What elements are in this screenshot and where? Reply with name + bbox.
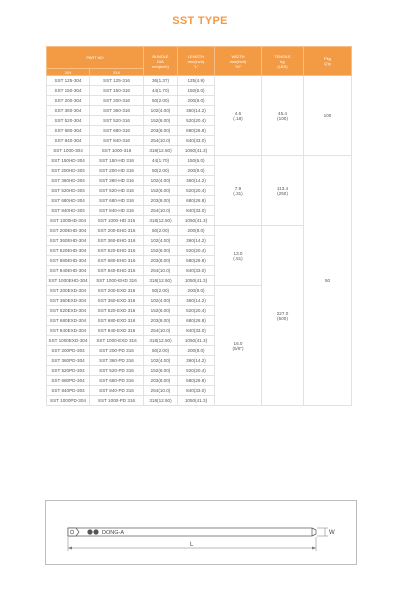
pkg-header [304, 47, 352, 76]
bundle-dia: 50(2.00) [144, 226, 178, 236]
part-no-316: SST 200-EXD 316 [90, 286, 144, 296]
bundle-dia: 44(1.70) [144, 86, 178, 96]
tensile-value [262, 226, 304, 406]
part-no-316: SST 150-HD 316 [90, 156, 144, 166]
bundle-dia: 318(12.50) [144, 146, 178, 156]
part-no-304: SST 360EHD-304 [47, 236, 90, 246]
part-no-316: SST 150-316 [90, 86, 144, 96]
part-no-316: SST 680-PD 316 [90, 376, 144, 386]
tensile-value-line: 113.4 [276, 185, 289, 191]
bundle-dia: 318(12.50) [144, 276, 178, 286]
tensile-value-line: (100) [277, 115, 288, 121]
part-no-304: SST 125-304 [47, 76, 90, 86]
part-no-304: SST 680-304 [47, 126, 90, 136]
part-no-304: SST 840PD-304 [47, 386, 90, 396]
pkg-qty-line: 50 [324, 278, 331, 283]
length-value: 125(4.9) [178, 76, 215, 86]
bundle-dia: 44(1.70) [144, 156, 178, 166]
pkg-header-line: Pkg [324, 56, 331, 61]
bundle-dia: 318(12.50) [144, 216, 178, 226]
width-value-line: 7.9 [234, 185, 242, 191]
part-no-304: SST 840EXD-304 [47, 326, 90, 336]
width-value-line: 16.0 [233, 340, 243, 346]
part-no-316: SST 200-EHD 316 [90, 226, 144, 236]
length-value: 360(14.2) [178, 106, 215, 116]
bundle-dia: 203(8.00) [144, 196, 178, 206]
length-value: 1050(41.3) [178, 146, 215, 156]
part-no-316: SST 520-HD 316 [90, 186, 144, 196]
length-value: 360(14.2) [178, 236, 215, 246]
cable-tie-diagram [46, 501, 356, 564]
length-value: 680(26.8) [178, 256, 215, 266]
part-no-316: SST 840-EXD 316 [90, 326, 144, 336]
length-value: 1050(41.3) [178, 396, 215, 406]
length-header-line: LENGTH [187, 53, 205, 59]
bundle-header-line: DIA [157, 58, 164, 64]
bundle-dia: 102(4.00) [144, 356, 178, 366]
part-no-304: SST 360HD-304 [47, 176, 90, 186]
part-no-316: SST 840-PD 316 [90, 386, 144, 396]
part-no-304: SST 360PD-304 [47, 356, 90, 366]
bundle-dia: 102(4.00) [144, 236, 178, 246]
length-value: 840(33.0) [178, 136, 215, 146]
width-value [215, 226, 262, 286]
dong-a-logo-icon [93, 529, 98, 534]
length-header-line: "L" [193, 63, 199, 69]
part-no-316: SST 360-PD 316 [90, 356, 144, 366]
bundle-dia: 254(10.0) [144, 326, 178, 336]
part-no-316: SST 1000-PD 316 [90, 396, 144, 406]
length-value: 840(33.0) [178, 206, 215, 216]
part-no-304: SST 520EXD-304 [47, 306, 90, 316]
width-value [215, 156, 262, 226]
part-no-316: SST 200-316 [90, 96, 144, 106]
part-no-316: SST 680-EHD 316 [90, 256, 144, 266]
bundle-dia: 203(8.00) [144, 376, 178, 386]
width-header-line: WIDTH [231, 53, 245, 59]
tensile-header [262, 47, 304, 76]
length-label: L [190, 542, 194, 548]
length-value: 680(26.8) [178, 126, 215, 136]
bundle-dia: 318(12.50) [144, 336, 178, 346]
width-value-line: (.51) [233, 255, 243, 261]
length-value: 200(8.0) [178, 286, 215, 296]
part-no-304: SST 520-304 [47, 116, 90, 126]
length-value: 680(26.8) [178, 316, 215, 326]
width-value [215, 76, 262, 156]
length-value: 840(33.0) [178, 386, 215, 396]
part-no-304: SST 200EHD-304 [47, 226, 90, 236]
tensile-value-line: (250) [277, 190, 288, 196]
width-value-line: 13.0 [233, 250, 243, 256]
width-header-line: mm(inch) [229, 58, 247, 64]
tensile-header-line: (LBS) [277, 63, 288, 69]
length-header-line: mm(inch) [187, 58, 205, 64]
spec-table-body [47, 76, 352, 406]
bundle-dia: 254(10.0) [144, 386, 178, 396]
width-value-line: (.31) [233, 190, 243, 196]
width-header [215, 47, 262, 76]
part-no-316: SST 840-HD 316 [90, 206, 144, 216]
bundle-dia: 152(6.00) [144, 116, 178, 126]
dong-a-logo-icon [87, 529, 92, 534]
length-value: 1050(41.3) [178, 216, 215, 226]
spec-table [46, 46, 352, 406]
part-no-316: SST 125-316 [90, 76, 144, 86]
bundle-dia: 152(6.00) [144, 246, 178, 256]
length-header [178, 47, 215, 76]
length-value: 200(8.0) [178, 166, 215, 176]
part-no-304: SST 680HD-304 [47, 196, 90, 206]
col-304-header: 304 [47, 69, 90, 76]
part-no-304: SST 360EXD-304 [47, 296, 90, 306]
tensile-header-line: TENSILE [274, 53, 291, 59]
bundle-dia: 50(2.00) [144, 166, 178, 176]
part-no-316: SST 360-EXD 316 [90, 296, 144, 306]
bundle-header-line: BUNDLE [152, 53, 169, 59]
length-value: 520(20.4) [178, 186, 215, 196]
part-no-316: SST 1000-316 [90, 146, 144, 156]
width-header-line: "W" [234, 63, 242, 69]
length-value: 200(8.0) [178, 346, 215, 356]
length-value: 150(6.0) [178, 86, 215, 96]
tensile-value [262, 156, 304, 226]
length-value: 520(20.4) [178, 246, 215, 256]
length-value: 360(14.2) [178, 176, 215, 186]
bundle-dia: 50(2.00) [144, 286, 178, 296]
bundle-dia: 152(6.00) [144, 186, 178, 196]
bundle-dia: 102(4.00) [144, 106, 178, 116]
part-no-304: SST 840HD-304 [47, 206, 90, 216]
part-no-316: SST 200-PD 316 [90, 346, 144, 356]
tensile-header-line: kg [280, 58, 285, 64]
part-no-304: SST 680PD-304 [47, 376, 90, 386]
bundle-dia: 254(10.0) [144, 206, 178, 216]
part-no-316: SST 520-316 [90, 116, 144, 126]
part-no-316: SST 840-EHD 316 [90, 266, 144, 276]
bundle-dia: 254(10.0) [144, 266, 178, 276]
bundle-header [144, 47, 178, 76]
bundle-dia: 50(2.00) [144, 346, 178, 356]
bundle-dia: 203(8.00) [144, 256, 178, 266]
tensile-value-line: 45.4 [278, 110, 287, 116]
table-row [47, 156, 352, 166]
part-no-304: SST 520HD-304 [47, 186, 90, 196]
part-no-316: SST 360-HD 316 [90, 176, 144, 186]
part-no-316: SST 1000-EXD 316 [90, 336, 144, 346]
part-no-304: SST 1000EHD-304 [47, 276, 90, 286]
part-no-304: SST 1000-304 [47, 146, 90, 156]
length-value: 1050(41.3) [178, 336, 215, 346]
bundle-dia: 102(4.00) [144, 176, 178, 186]
bundle-dia: 318(12.50) [144, 396, 178, 406]
length-value: 520(20.4) [178, 116, 215, 126]
bundle-dia: 152(6.00) [144, 306, 178, 316]
part-no-304: SST 1000HD-304 [47, 216, 90, 226]
table-row [47, 76, 352, 86]
tensile-value-line: 227.0 [276, 310, 289, 316]
bundle-dia: 203(8.00) [144, 316, 178, 326]
part-no-316: SST 840-316 [90, 136, 144, 146]
bundle-dia: 36(1.37) [144, 76, 178, 86]
width-value-line: (.18) [233, 115, 243, 121]
length-value: 840(33.0) [178, 326, 215, 336]
tie-tip [312, 528, 316, 536]
length-value: 1050(41.3) [178, 276, 215, 286]
part-no-316: SST 1000-EHD 316 [90, 276, 144, 286]
tensile-value [262, 76, 304, 156]
part-no-304: SST 1000PD-304 [47, 396, 90, 406]
page-title: SST TYPE [172, 15, 228, 27]
part-no-316: SST 200-HD 316 [90, 166, 144, 176]
width-value-line: 4.6 [234, 110, 242, 116]
part-no-316: SST 360-EHD 316 [90, 236, 144, 246]
bundle-dia: 50(2.00) [144, 96, 178, 106]
tensile-value-line: (500) [277, 315, 288, 321]
part-no-304: SST 200EXD-304 [47, 286, 90, 296]
part-no-316: SST 680-HD 316 [90, 196, 144, 206]
part-no-304: SST 200-304 [47, 96, 90, 106]
part-no-316: SST 520-PD 316 [90, 366, 144, 376]
part-no-304: SST 150HD-304 [47, 156, 90, 166]
length-value: 520(20.4) [178, 366, 215, 376]
cable-tie-drawing [45, 500, 357, 565]
length-value: 520(20.4) [178, 306, 215, 316]
width-label: W [329, 530, 335, 536]
part-no-304: SST 200PD-304 [47, 346, 90, 356]
part-no-304: SST 520PD-304 [47, 366, 90, 376]
length-value: 200(8.0) [178, 96, 215, 106]
width-value [215, 286, 262, 406]
part-no-316: SST 520-EXD 316 [90, 306, 144, 316]
length-value: 150(6.0) [178, 156, 215, 166]
part-no-304: SST 200HD-304 [47, 166, 90, 176]
part-no-316: SST 1000-HD 316 [90, 216, 144, 226]
pkg-qty [304, 156, 352, 406]
bundle-dia: 203(8.00) [144, 126, 178, 136]
part-no-304: SST 520EHD-304 [47, 246, 90, 256]
part-no-304: SST 680EHD-304 [47, 256, 90, 266]
part-no-316: SST 520-EHD 316 [90, 246, 144, 256]
length-value: 680(26.8) [178, 196, 215, 206]
pkg-qty-line: 100 [323, 113, 332, 118]
part-no-304: SST 680EXD-304 [47, 316, 90, 326]
part-no-304: SST 150-304 [47, 86, 90, 96]
length-value: 200(8.0) [178, 226, 215, 236]
pkg-qty [304, 76, 352, 156]
part-no-304: SST 1000EXD-304 [47, 336, 90, 346]
pkg-header-line: Q'ty [324, 61, 331, 66]
bundle-dia: 254(10.0) [144, 136, 178, 146]
part-no-304: SST 840-304 [47, 136, 90, 146]
part-no-304: SST 840EHD-304 [47, 266, 90, 276]
part-no-316: SST 680-316 [90, 126, 144, 136]
length-value: 840(33.0) [178, 266, 215, 276]
part-no-316: SST 360-316 [90, 106, 144, 116]
part-no-304: SST 360-304 [47, 106, 90, 116]
part-no-316: SST 680-EXD 316 [90, 316, 144, 326]
bundle-dia: 152(6.00) [144, 366, 178, 376]
length-value: 360(14.2) [178, 296, 215, 306]
length-value: 680(26.8) [178, 376, 215, 386]
width-value-line: (5/8") [232, 345, 244, 351]
brand-label: DONG-A [102, 530, 124, 536]
bundle-dia: 102(4.00) [144, 296, 178, 306]
length-value: 360(14.2) [178, 356, 215, 366]
tie-ball-icon [70, 530, 74, 534]
col-316-header: 316 [90, 69, 144, 76]
part-no-header: PART NO [47, 47, 144, 69]
bundle-header-line: mm(inch) [152, 63, 169, 69]
